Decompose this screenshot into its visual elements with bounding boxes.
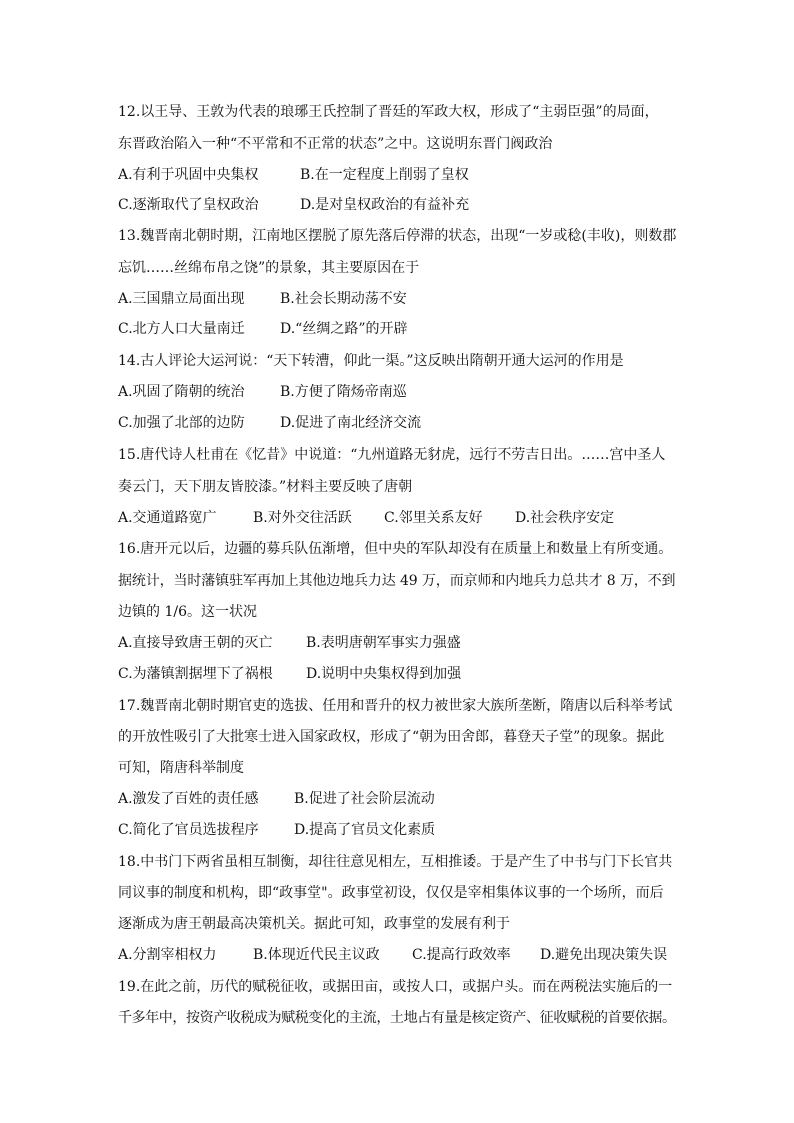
q18-stem-line-3: 逐渐成为唐王朝最高决策机关。据此可知，政事堂的发展有利于 — [118, 916, 510, 932]
q12-stem-line-2: 东晋政治陷入一种“不平常和不正常的状态”之中。这说明东晋门阀政治 — [118, 136, 553, 152]
q14-stem-line-1: 14.古人评论大运河说：“天下转漕，仰此一渠。”这反映出隋朝开通大运河的作用是 — [118, 353, 624, 369]
q13-option-d[interactable]: D.“丝绸之路”的开辟 — [280, 321, 408, 337]
q15-option-b[interactable]: B.对外交往活跃 — [253, 510, 352, 526]
q13-option-c[interactable]: C.北方人口大量南迁 — [118, 321, 245, 337]
q16-option-a[interactable]: A.直接导致唐王朝的灭亡 — [118, 635, 273, 651]
q12-option-d[interactable]: D.是对皇权政治的有益补充 — [300, 197, 470, 213]
q15-stem-line-2: 奏云门，天下朋友皆胶漆。”材料主要反映了唐朝 — [118, 479, 413, 495]
q18-option-b[interactable]: B.体现近代民主议政 — [253, 947, 380, 963]
q13-option-b[interactable]: B.社会长期动荡不安 — [280, 291, 407, 307]
q18-option-c[interactable]: C.提高行政效率 — [412, 947, 511, 963]
q14-option-c[interactable]: C.加强了北部的边防 — [118, 415, 245, 431]
q15-option-c[interactable]: C.邻里关系友好 — [384, 510, 483, 526]
q13-stem-line-2: 忘饥……丝绵布帛之饶”的景象，其主要原因在于 — [118, 260, 420, 276]
q17-stem-line-1: 17.魏晋南北朝时期官吏的选拔、任用和晋升的权力被世家大族所垄断，隋唐以后科举考试 — [118, 698, 673, 714]
q14-option-a[interactable]: A.巩固了隋朝的统治 — [118, 384, 245, 400]
q17-option-d[interactable]: D.提高了官员文化素质 — [294, 822, 436, 838]
q13-option-a[interactable]: A.三国鼎立局面出现 — [118, 291, 245, 307]
q14-option-d[interactable]: D.促进了南北经济交流 — [280, 415, 422, 431]
q19-stem-line-1: 19.在此之前，历代的赋税征收，或据田亩，或按人口，或据户头。而在两税法实施后的一 — [118, 979, 673, 995]
q18-stem-line-1: 18.中书门下两省虽相互制衡，却往往意见相左，互相推诿。于是产生了中书与门下长官共 — [118, 854, 673, 870]
q16-stem-line-2: 据统计，当时藩镇驻军再加上其他边地兵力达 49 万，而京师和内地兵力总共才 8 万，不到 — [118, 573, 676, 589]
q13-stem-line-1: 13.魏晋南北朝时期，江南地区摆脱了原先落后停滞的状态，出现“一岁或稔(丰收)，则数郡 — [118, 228, 677, 244]
q15-option-d[interactable]: D.社会秩序安定 — [515, 510, 615, 526]
q17-stem-line-2: 的开放性吸引了大批寒士进入国家政权，形成了“朝为田舍郎，暮登天子堂”的现象。据此 — [118, 729, 665, 745]
q18-option-a[interactable]: A.分割宰相权力 — [118, 947, 217, 963]
q16-option-b[interactable]: B.表明唐朝军事实力强盛 — [306, 635, 461, 651]
q15-stem-line-1: 15.唐代诗人杜甫在《忆昔》中说道：“九州道路无豺虎，远行不劳吉日出。……宫中圣人 — [118, 447, 666, 463]
q17-stem-line-3: 可知，隋唐科举制度 — [118, 760, 244, 776]
q12-option-b[interactable]: B.在一定程度上削弱了皇权 — [300, 167, 469, 183]
q18-option-d[interactable]: D.避免出现决策失误 — [540, 947, 668, 963]
q16-stem-line-1: 16.唐开元以后，边疆的募兵队伍渐增，但中央的军队却没有在质量上和数量上有所变通。 — [118, 541, 673, 557]
q15-option-a[interactable]: A.交通道路宽广 — [118, 510, 217, 526]
q16-stem-line-3: 边镇的 1/6。这一状况 — [118, 604, 257, 620]
q18-stem-line-2: 同议事的制度和机构，即“政事堂"。政事堂初设，仅仅是宰相集体议事的一个场所，而后 — [118, 885, 664, 901]
q19-stem-line-2: 千多年中，按资产收税成为赋税变化的主流，土地占有量是核定资产、征收赋税的首要依据。 — [118, 1010, 676, 1026]
q12-stem-line-1: 12.以王导、王敦为代表的琅琊王氏控制了晋廷的军政大权，形成了“主弱臣强”的局面， — [118, 104, 659, 120]
q17-option-a[interactable]: A.激发了百姓的责任感 — [118, 791, 259, 807]
q12-option-a[interactable]: A.有利于巩固中央集权 — [118, 167, 259, 183]
q17-option-b[interactable]: B.促进了社会阶层流动 — [294, 791, 435, 807]
q14-option-b[interactable]: B.方便了隋炀帝南巡 — [280, 384, 407, 400]
q17-option-c[interactable]: C.简化了官员选拔程序 — [118, 822, 259, 838]
q12-option-c[interactable]: C.逐渐取代了皇权政治 — [118, 197, 259, 213]
q16-option-d[interactable]: D.说明中央集权得到加强 — [306, 666, 462, 682]
q16-option-c[interactable]: C.为藩镇割据埋下了祸根 — [118, 666, 273, 682]
